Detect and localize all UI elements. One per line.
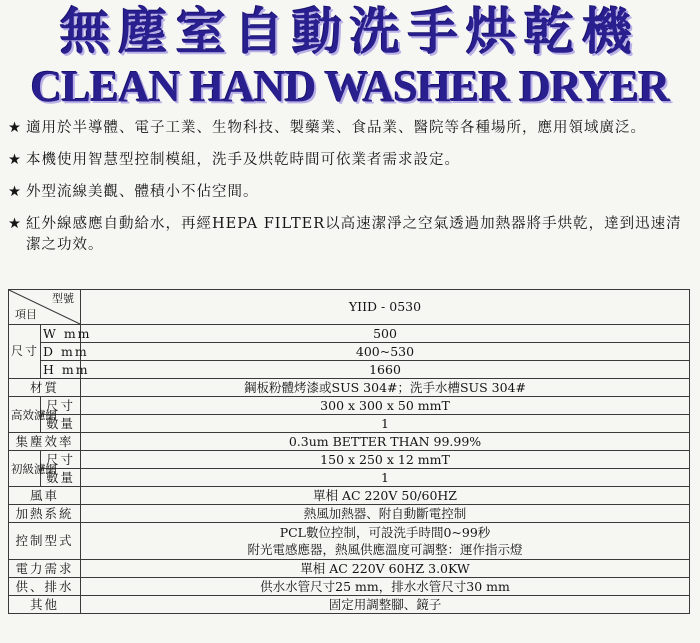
table-row bbox=[9, 415, 690, 433]
control-label: 控制型式 bbox=[9, 523, 81, 560]
prefilter-qty-label: 數量 bbox=[41, 469, 81, 487]
feature-text: 紅外線感應自動給水，再經HEPA FILTER以高速潔淨之空氣透過加熱器將手烘乾，達到迅速清潔之功效。 bbox=[26, 216, 682, 253]
feature-item bbox=[8, 214, 692, 256]
feature-item bbox=[8, 182, 692, 203]
hepa-qty-label: 數量 bbox=[41, 415, 81, 433]
feature-list bbox=[8, 118, 692, 267]
control-value-line2: 附光電感應器，熱風供應溫度可調整：運作指示燈 bbox=[247, 542, 523, 557]
table-row bbox=[9, 290, 690, 325]
feature-text: 外型流線美觀、體積小不佔空間。 bbox=[26, 184, 259, 200]
efficiency-value: 0.3um BETTER THAN 99.99% bbox=[81, 433, 690, 451]
table-row bbox=[9, 505, 690, 523]
star-icon: ★ bbox=[8, 216, 22, 232]
water-value: 供水水管尺寸25 mm，排水水管尺寸30 mm bbox=[81, 578, 690, 596]
fan-value: 單相 AC 220V 50/60HZ bbox=[81, 487, 690, 505]
table-row bbox=[9, 397, 690, 415]
hepa-size-value: 300 x 300 x 50 mmT bbox=[81, 397, 690, 415]
table-row bbox=[9, 578, 690, 596]
efficiency-label: 集塵效率 bbox=[9, 433, 81, 451]
table-row bbox=[9, 379, 690, 397]
control-value bbox=[81, 523, 690, 560]
star-icon: ★ bbox=[8, 152, 22, 168]
other-value: 固定用調整腳、鏡子 bbox=[81, 596, 690, 614]
feature-text: 本機使用智慧型控制模組，洗手及烘乾時間可依業者需求設定。 bbox=[26, 152, 460, 168]
prefilter-group-label: 初級濾網 bbox=[9, 451, 41, 487]
table-row bbox=[9, 433, 690, 451]
feature-item bbox=[8, 118, 692, 139]
prefilter-size-value: 150 x 250 x 12 mmT bbox=[81, 451, 690, 469]
fan-label: 風車 bbox=[9, 487, 81, 505]
feature-item bbox=[8, 150, 692, 171]
d-label: D mm bbox=[41, 343, 81, 361]
power-label: 電力需求 bbox=[9, 560, 81, 578]
table-row bbox=[9, 325, 690, 343]
w-value: 500 bbox=[81, 325, 690, 343]
table-row bbox=[9, 560, 690, 578]
header-diagonal-cell bbox=[9, 290, 81, 325]
material-value: 鋼板粉體烤漆或SUS 304#；洗手水槽SUS 304# bbox=[81, 379, 690, 397]
water-label: 供、排水 bbox=[9, 578, 81, 596]
hepa-size-label: 尺寸 bbox=[41, 397, 81, 415]
item-label: 項目 bbox=[15, 308, 37, 321]
prefilter-size-label: 尺寸 bbox=[41, 451, 81, 469]
table-row bbox=[9, 361, 690, 379]
prefilter-qty-value: 1 bbox=[81, 469, 690, 487]
dimension-label: 尺寸 bbox=[9, 325, 41, 379]
power-value: 單相 AC 220V 60HZ 3.0KW bbox=[81, 560, 690, 578]
table-row bbox=[9, 451, 690, 469]
table-row bbox=[9, 469, 690, 487]
table-row bbox=[9, 343, 690, 361]
hepa-group-label: 高效濾網 bbox=[9, 397, 41, 433]
material-label: 材質 bbox=[9, 379, 81, 397]
table-row bbox=[9, 487, 690, 505]
title-english: CLEAN HAND WASHER DRYER bbox=[30, 62, 670, 111]
model-value: YIID - 0530 bbox=[81, 290, 690, 325]
control-value-line1: PCL數位控制，可設洗手時間0~99秒 bbox=[279, 525, 491, 540]
w-label: W mm bbox=[41, 325, 81, 343]
h-value: 1660 bbox=[81, 361, 690, 379]
h-label: H mm bbox=[41, 361, 81, 379]
table-row bbox=[9, 596, 690, 614]
star-icon: ★ bbox=[8, 120, 22, 136]
model-label: 型號 bbox=[52, 292, 74, 305]
star-icon: ★ bbox=[8, 184, 22, 200]
table-row bbox=[9, 523, 690, 560]
title-chinese: 無塵室自動洗手烘乾機 bbox=[60, 2, 640, 61]
heating-label: 加熱系統 bbox=[9, 505, 81, 523]
heating-value: 熱風加熱器、附自動斷電控制 bbox=[81, 505, 690, 523]
feature-text: 適用於半導體、電子工業、生物科技、製藥業、食品業、醫院等各種場所，應用領域廣泛。 bbox=[26, 120, 646, 136]
spec-table bbox=[8, 289, 690, 614]
other-label: 其他 bbox=[9, 596, 81, 614]
hepa-qty-value: 1 bbox=[81, 415, 690, 433]
d-value: 400~530 bbox=[81, 343, 690, 361]
